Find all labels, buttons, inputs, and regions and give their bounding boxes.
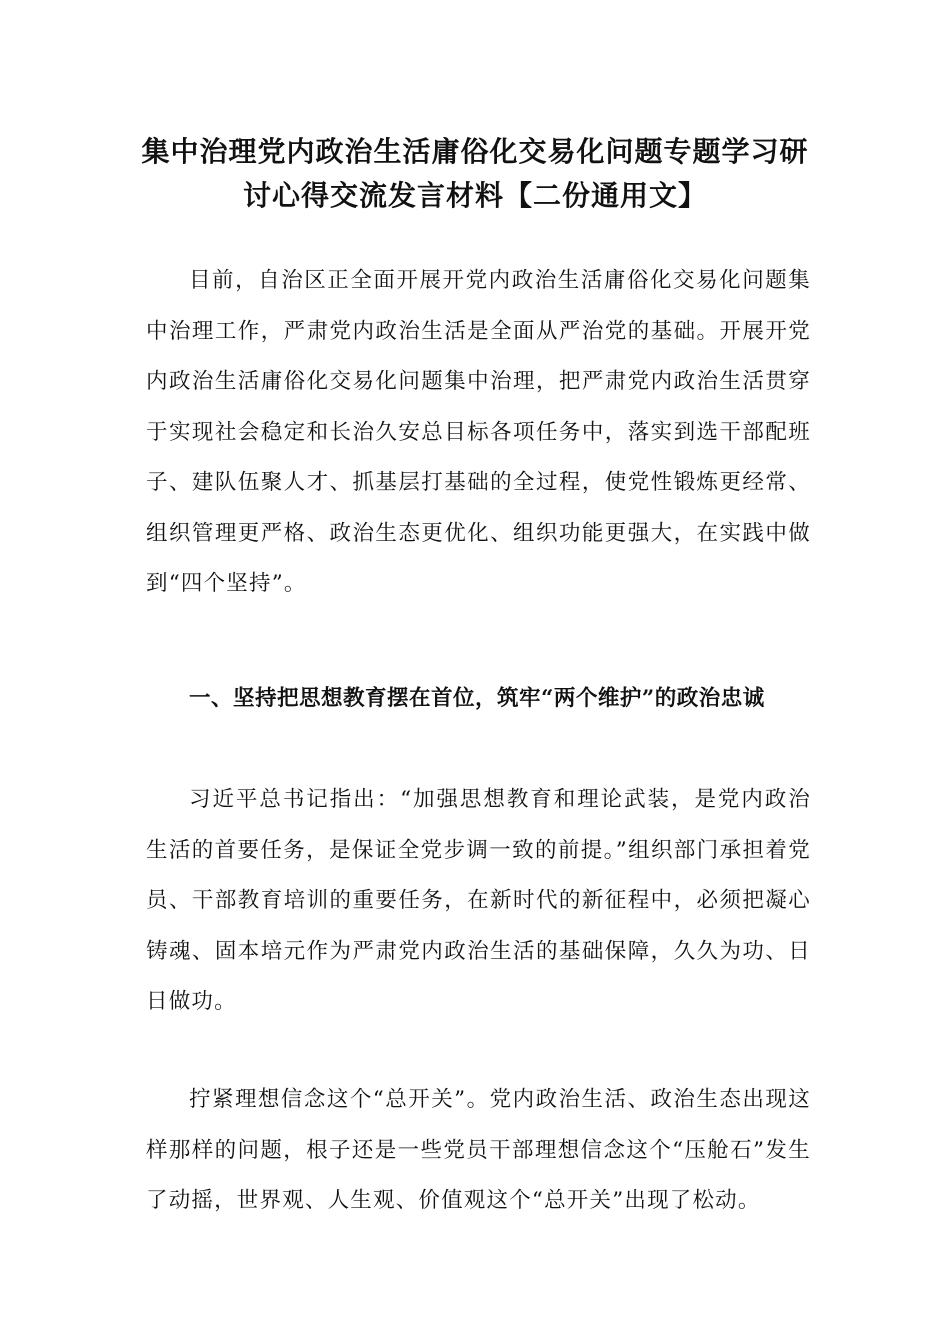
body-paragraph-2: 习近平总书记指出：“加强思想教育和理论武装，是党内政治生活的首要任务，是保证全党步调一致的前提。”组织部门承担着党员、干部教育培训的重要任务，在新时代的新征程中，必须把凝心铸魂、固本培元作为严肃党内政治生活的基础保障，久久为功、日日做功。 bbox=[146, 787, 811, 1014]
document-title: 集中治理党内政治生活庸俗化交易化问题专题学习研讨心得交流发言材料【二份通用文】 bbox=[141, 135, 809, 212]
section-heading-1: 一、坚持把思想教育摆在首位，筑牢“两个维护”的政治忠诚 bbox=[189, 686, 765, 711]
body-paragraph-3: 拧紧理想信念这个“总开关”。党内政治生活、政治生态出现这样那样的问题，根子还是一些党员干部理想信念这个“压舱石”发生了动摇，世界观、人生观、价值观这个“总开关”出现了松动。 bbox=[146, 1087, 811, 1213]
intro-paragraph: 目前，自治区正全面开展开党内政治生活庸俗化交易化问题集中治理工作，严肃党内政治生活是全面从严治党的基础。开展开党内政治生活庸俗化交易化问题集中治理，把严肃党内政治生活贯穿于实现社会稳定和长治久安总目标各项任务中，落实到选干部配班子、建队伍聚人才、抓基层打基础的全过程，使党性锻炼更经常、组织管理更严格、政治生态更优化、组织功能更强大，在实践中做到“四个坚持”。 bbox=[146, 268, 811, 596]
